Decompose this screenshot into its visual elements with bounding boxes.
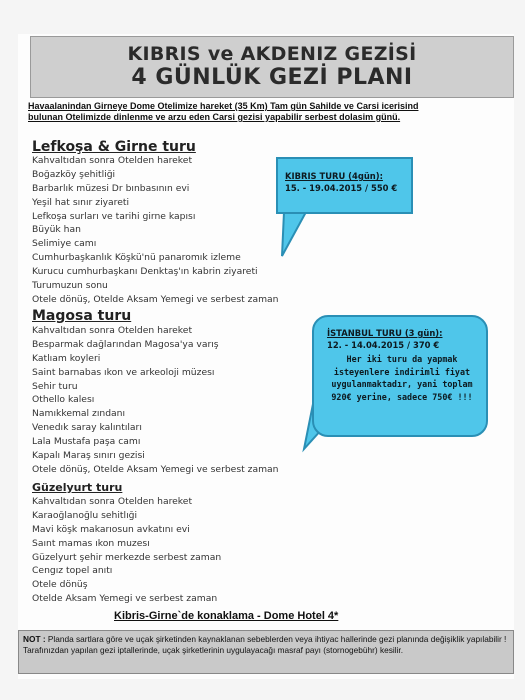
istanbul-tour-title: İSTANBUL TURU (3 gün): (327, 328, 443, 338)
note-label: NOT : (23, 634, 46, 644)
list-item: Yeşil hat sınır ziyareti (32, 196, 130, 208)
list-item: Kahvaltıdan sonra Otelden hareket (32, 155, 193, 166)
list-item: Othello kalesı (32, 394, 95, 406)
list-item: Otele dönüş, Otelde Aksam Yemegi ve serbest zaman (32, 293, 279, 305)
title-line-1: KIBRIS ve AKDENIZ GEZİSİ (127, 43, 417, 65)
list-item: Otele dönüş, Otelde Aksam Yemegi ve serbest zaman (32, 463, 279, 475)
list-item: Venedık saray kalıntıları (32, 422, 142, 434)
list-item: Karaoğlanoğlu sehitlıği (32, 509, 138, 521)
section-title-guzelyurt: Güzelyurt turu (32, 481, 123, 494)
list-item: Lala Mustafa paşa camı (32, 436, 141, 448)
istanbul-tour-offer (324, 353, 480, 403)
flyer-sheet (18, 34, 514, 679)
list-item: Selimiye camı (32, 238, 97, 250)
note-box (18, 630, 514, 674)
kibris-tour-bubble (276, 157, 413, 214)
list-item: Kahvaltıdan sonra Otelden hareket (32, 325, 193, 336)
list-item: Namıkkemal zındanı (32, 408, 126, 420)
title-banner (30, 36, 514, 98)
list-item: Kurucu cumhurbaşkanı Denktaş'ın kabrin ziyareti (32, 266, 258, 278)
list-item: Sehir turu (32, 380, 78, 392)
kibris-tour-title: KIBRIS TURU (4gün): (285, 171, 383, 181)
itinerary-list-magosa (32, 324, 279, 477)
list-item: Cumhurbaşkanlık Köşkü'nü panaromık izleme (32, 252, 241, 264)
list-item: Otele dönüş (32, 579, 88, 591)
itinerary-list-lefkosa (32, 154, 279, 307)
list-item: Lefkoşa surları ve tarihi girne kapısı (32, 210, 196, 222)
list-item: Güzelyurt şehir merkezde serbest zaman (32, 551, 222, 563)
offer-discount: sadece 750€ !!! (396, 391, 473, 402)
list-item: Turumuzun sonu (32, 280, 108, 292)
section-title-lefkosa: Lefkoşa & Girne turu (32, 139, 196, 155)
hotel-line: Kibris-Girne`de konaklama - Dome Hotel 4* (114, 610, 339, 622)
list-item: Kapalı Maraş sınırı gezisi (32, 450, 145, 462)
list-item: Saint barnabas ıkon ve arkeoloji müzesı (32, 366, 215, 378)
note-body: Planda sartlara göre ve uçak şirketinden kaynaklanan sebeblerden veya ihtiyac hallerinde gezi planında değişiklik yapılabilir ! Tarafınızdan yapılan gezi iptallerinde, uçak şirketlerinin uygulayacağı masraf payı (stornogebühr) kesilir. (23, 634, 507, 655)
istanbul-tour-bubble (312, 315, 488, 437)
list-item: Barbarlık müzesi Dr bınbasının evi (32, 182, 190, 194)
intro-text (28, 101, 525, 123)
note-text (23, 634, 511, 655)
list-item: Büyük han (32, 224, 81, 236)
list-item: Mavi köşk makarıosun avkatını evi (32, 523, 190, 535)
title-line-2: 4 GÜNLÜK GEZİ PLANI (131, 65, 413, 90)
list-item: Saınt mamas ıkon muzesı (32, 537, 150, 549)
intro-line-2: bulunan Otelimizde dinlenme ve arzu eden Carsi gezisi yapabilir serbest dolasim günü. (28, 112, 401, 122)
offer-text: Her iki turu da yapmak isteyenlere indirimli fiyat uygulanmaktadır, yani toplam 920€ yerine, (331, 354, 473, 402)
list-item: Cengız topel anıtı (32, 565, 113, 577)
istanbul-tour-dates-price: 12. - 14.04.2015 / 370 € (327, 340, 440, 350)
list-item: Otelde Aksam Yemegi ve serbest zaman (32, 593, 218, 605)
intro-line-1: Havaalanindan Girneye Dome Otelimize hareket (35 Km) Tam gün Sahilde ve Carsi icerisind (28, 101, 419, 111)
list-item: Besparmak dağlarından Magosa'ya varış (32, 338, 219, 350)
list-item: Boğazköy şehitliği (32, 168, 116, 180)
list-item: Kahvaltıdan sonra Otelden hareket (32, 496, 193, 507)
list-item: Katlıam koyleri (32, 352, 101, 364)
itinerary-list-guzelyurt (32, 495, 221, 606)
kibris-tour-dates-price: 15. - 19.04.2015 / 550 € (285, 183, 398, 193)
bubble-tail-kibris (280, 210, 340, 270)
section-title-magosa: Magosa turu (32, 308, 132, 324)
